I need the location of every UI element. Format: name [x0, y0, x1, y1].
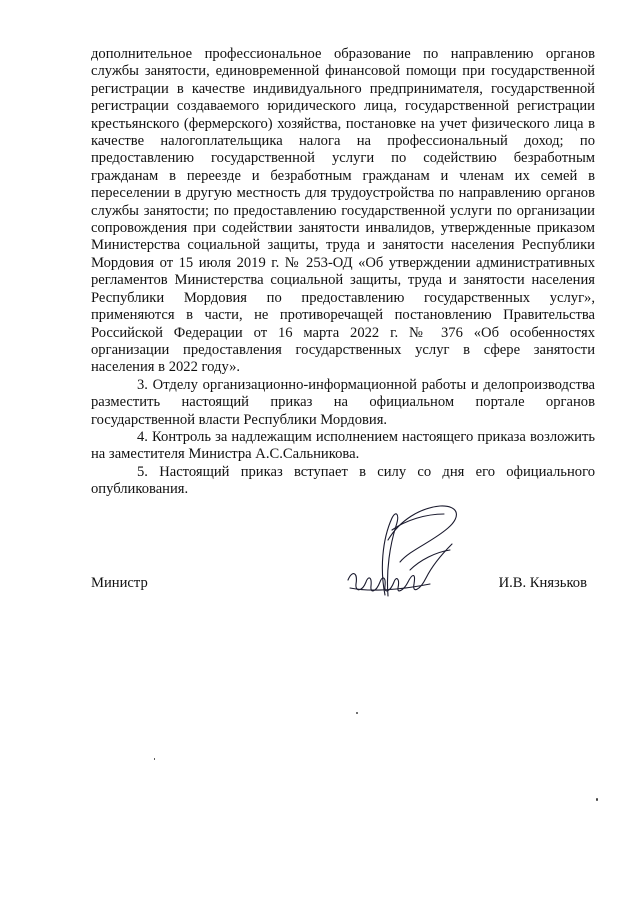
signer-title: Министр — [91, 575, 148, 591]
body-text — [91, 46, 595, 499]
signer-name: И.В. Князьков — [498, 575, 587, 591]
scan-speck — [154, 758, 155, 760]
paragraph-item-3: 3. Отделу организационно-информационной работы и делопроизводства разместить настоящий приказ на официальном портале органов государственной власти Республики Мордовия. — [91, 376, 595, 428]
scan-speck — [356, 712, 358, 714]
paragraph-item-4: 4. Контроль за надлежащим исполнением настоящего приказа возложить на заместителя Министра А.С.Сальникова. — [91, 428, 595, 463]
paragraph-continued: дополнительное профессиональное образование по направлению органов службы занятости, единовременной финансовой помощи при государственной регистрации в качестве индивидуального предпринимателя, государственной регистрации создаваемого юридического лица, государственной регистрации крестьянского (фермерского) хозяйства, постановке на учет физического лица в качестве налогоплательщика налога на профессиональный доход; по предоставлению государственной услуги по содействию безработным гражданам в переезде и безработным гражданам и членам их семей в переселении в другую местность для трудоустройства по направлению органов службы занятости; по предоставлению государственной услуги по организации сопровождения при содействии занятости инвалидов, утвержденные приказом Министерства социальной защиты, труда и занятости населения Республики Мордовия от 15 июля 2019 г. № 253-ОД «Об утверждении административных регламентов Министерства социальной защиты, труда и занятости населения Республики Мордовия по предоставлению государственных услуг», применяются в части, не противоречащей постановлению Правительства Российской Федерации от 16 марта 2022 г. № 376 «Об особенностях организации предоставления государственных услуг в сфере занятости населения в 2022 году». — [91, 46, 595, 376]
scan-speck — [596, 798, 598, 801]
paragraph-item-5: 5. Настоящий приказ вступает в силу со дня его официального опубликования. — [91, 463, 595, 498]
signature-row — [91, 575, 595, 595]
